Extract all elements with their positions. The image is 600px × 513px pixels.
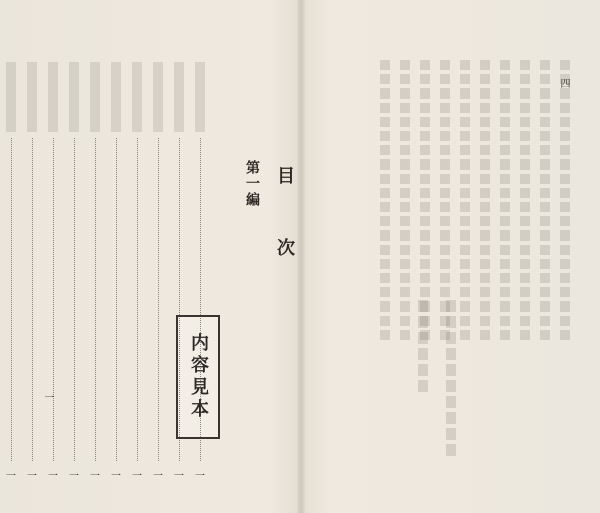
toc-entry-page: 一	[27, 471, 37, 482]
toc-entry	[132, 62, 142, 482]
book-gutter	[297, 0, 305, 513]
toc-leader-dots	[137, 138, 138, 461]
preface-column	[440, 60, 450, 340]
toc-entry-title	[111, 62, 121, 132]
toc-entry-page: 一	[174, 471, 184, 482]
preface-column	[420, 60, 430, 340]
toc-leader-dots	[200, 138, 201, 461]
toc-entry-title	[174, 62, 184, 132]
toc-entry-page: 一	[48, 471, 58, 482]
toc-leader-dots	[116, 138, 117, 461]
toc-leader-dots	[95, 138, 96, 461]
toc-entry-page: 一	[90, 471, 100, 482]
preface-column	[400, 60, 410, 340]
toc-entry	[111, 62, 121, 482]
toc-entry	[48, 62, 58, 482]
toc-entry-title	[132, 62, 142, 132]
toc-leader-dots	[179, 138, 180, 461]
toc-leader-dots	[53, 138, 54, 461]
left-page-marker: 一	[42, 392, 53, 402]
toc-entry-title	[27, 62, 37, 132]
toc-leader-dots	[158, 138, 159, 461]
signature-column	[446, 300, 456, 456]
toc-entry-title	[90, 62, 100, 132]
toc-entry-page: 一	[69, 471, 79, 482]
preface-column	[560, 60, 570, 340]
sample-stamp-text: 内容見本	[188, 333, 209, 421]
right-page-number: 四	[558, 78, 569, 88]
toc-section-heading: 第一編	[244, 160, 260, 208]
preface-text-columns	[350, 60, 570, 340]
preface-column	[540, 60, 550, 340]
preface-column	[380, 60, 390, 340]
preface-column	[480, 60, 490, 340]
preface-column	[520, 60, 530, 340]
toc-entries	[6, 62, 205, 482]
toc-entry-page: 一	[6, 471, 16, 482]
toc-entry-title	[195, 62, 205, 132]
toc-entry	[90, 62, 100, 482]
toc-entry-title	[153, 62, 163, 132]
toc-entry-title	[69, 62, 79, 132]
toc-entry	[153, 62, 163, 482]
preface-column	[500, 60, 510, 340]
toc-entry-page: 一	[153, 471, 163, 482]
preface-signature	[418, 300, 456, 456]
signature-column	[418, 300, 428, 456]
toc-leader-dots	[32, 138, 33, 461]
toc-entry-title	[48, 62, 58, 132]
toc-entry-page: 一	[132, 471, 142, 482]
toc-entry-page: 一	[195, 471, 205, 482]
toc-entry	[69, 62, 79, 482]
toc-entry	[27, 62, 37, 482]
toc-entry	[6, 62, 16, 482]
toc-leader-dots	[11, 138, 12, 461]
preface-column	[460, 60, 470, 340]
toc-entry-page: 一	[111, 471, 121, 482]
toc-title: 目 次	[274, 166, 295, 281]
toc-entry-title	[6, 62, 16, 132]
toc-entry	[195, 62, 205, 482]
toc-entry	[174, 62, 184, 482]
toc-leader-dots	[74, 138, 75, 461]
